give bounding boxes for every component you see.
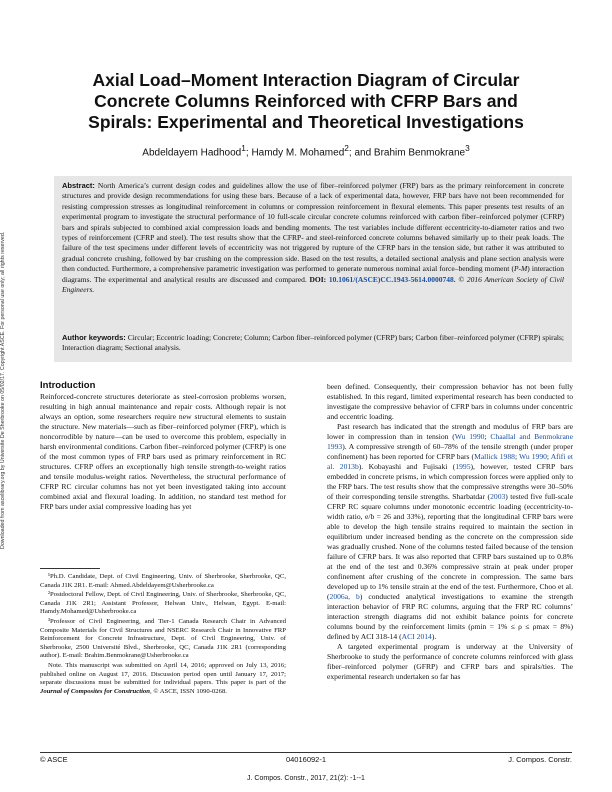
paper-title <box>40 70 572 133</box>
doi-label: DOI: <box>309 274 329 284</box>
section-heading-introduction: Introduction <box>40 380 96 391</box>
paragraph-text: ). <box>431 632 437 641</box>
keywords-label: Author keywords: <box>62 333 126 342</box>
submission-note-text: Note. This manuscript was submitted on April 14, 2016; approved on July 13, 2016; published online on August 17, 2016. Discussion period open until January 17, 2017; separate discussions must be submitted for individual papers. This paper is part of the <box>40 661 286 687</box>
author-name: ; and Brahim Benmokrane <box>348 147 466 159</box>
download-notice: Downloaded from ascelibrary.org by Universite De Sherbrooke on 05/02/17. Copyright ASCE. For personal use only; all rights reserved. <box>0 231 6 549</box>
footer-journal: J. Compos. Constr. <box>508 755 572 764</box>
footnote: ²Postdoctoral Fellow, Dept. of Civil Engineering, Univ. of Sherbrooke, Sherbrooke, QC, Canada J1K 2R1; Assistant Professor, Helwan Univ., Helwan, Egypt. E-mail: Hamdy.Mohamed@Usherbrooke.ca <box>40 591 286 616</box>
journal-name: Journal of Composites for Construction <box>40 687 150 695</box>
citation-link[interactable]: 2006a, b <box>329 592 360 601</box>
paragraph-text: ). Kobayashi and Fujisaki ( <box>358 462 456 471</box>
intro-paragraph <box>327 422 573 642</box>
left-column <box>40 392 286 512</box>
citation-link[interactable]: Afifi et al. 2013b <box>327 452 573 471</box>
abstract-text-end: ) interaction diagrams. The experimental and analytical results are discussed and compared. <box>62 264 565 284</box>
author-keywords <box>62 333 564 354</box>
affiliation-mark: 2 <box>344 143 349 153</box>
intro-paragraph: Reinforced-concrete structures deteriorate as steel-corrosion problems worsen, resulting in high annual maintenance and repair costs. Although repair is not always an option, some researchers require new structural elements to sustain the structure. New materials—such as fiber–reinforced polymer (FRP), which is noncorrodible by nature—can be used to overcome this problem, especially in harsh environmental conditions. Carbon fiber–reinforced polymer (CFRP) is one of the most common types of FRP bars used as primary reinforcement in RC structures. CFRP offers an exceptionally high tensile strength-to-weight ratios and tensile modulus-weight ratios. Nevertheless, the structural performance of CFRP RC circular columns has not yet been investigated taking into account combined axial and flexural loading. In addition, no standard test method for FRP bars under axial compressive loading has yet <box>40 392 286 511</box>
paragraph-text: ; <box>484 432 491 441</box>
doi-link[interactable]: 10.1061/(ASCE)CC.1943-5614.0000748. <box>328 274 456 284</box>
author-name: ; Hamdy M. Mohamed <box>245 147 345 159</box>
paragraph-text: ) tested five full-scale CFRP RC square columns under monotonic eccentric loading (eccentricity-to-width ratio, e/b = 26 and 33%), reporting that the longitudinal CFRP bars were able to develop the high tensile strains required to maintain the section in equilibrium under increased bending as the concrete on the compression side was gradually crushed. None of the columns tested failed because of the tension failure of CFRP bars. It was also reported that CFRP bars sustained up to 0.8% at the end of the test and 0.36% compressive strain at peak under proper confinement after crushing of the concrete in compression. The same bars developed up to 1% tensile strain at the end of the test. Furthermore, Choo et al. ( <box>327 492 573 601</box>
keywords-text: Circular; Eccentric loading; Concrete; Column; Carbon fiber–reinforced polymer (CFRP) bars; Carbon fiber–reinforced polymer (CFRP) spirals; Interaction diagram; Sectional analysis. <box>62 333 564 353</box>
citation-link[interactable]: 2003 <box>490 492 506 501</box>
abstract <box>62 181 564 295</box>
copyright-notice: © 2016 American Society of Civil Engineers. <box>62 274 564 295</box>
paragraph-text: ; <box>514 452 519 461</box>
footnote-divider <box>40 568 100 569</box>
paragraph-text: ), however, tested CFRP bars embedded in concrete prisms, in which compression forces were applied only to the FRP bars. The test results show that the compressive strengths were 30–50% of their corresponding tensile strengths. Sharbatdar ( <box>327 462 574 501</box>
journal-citation: J. Compos. Constr., 2017, 21(2): -1--1 <box>247 775 365 782</box>
footnotes <box>40 573 286 697</box>
footer-publisher: © ASCE <box>40 755 68 764</box>
submission-note <box>40 662 286 696</box>
page-id: 04016092-1 <box>285 755 327 764</box>
title-line: Concrete Columns Reinforced with CFRP Bars and <box>94 91 518 111</box>
citation-link[interactable]: Mallick 1988 <box>474 452 515 461</box>
citation-link[interactable]: ACI 2014 <box>401 632 432 641</box>
affiliation-mark: 1 <box>241 143 246 153</box>
citation-link[interactable]: Wu 1990 <box>454 432 485 441</box>
paragraph-text: ; <box>546 452 551 461</box>
footnote: ¹Ph.D. Candidate, Dept. of Civil Engineering, Univ. of Sherbrooke, Sherbrooke, QC, Canada J1K 2R1. E-mail: Ahmed.Abdeldayem@Usherbrooke.ca <box>40 573 286 589</box>
paragraph-text: ) conducted analytical investigations to examine the strength interaction behavior of FRP RC columns, arguing that the FRP RC columns’ interaction strength diagrams did not exhibit balance points for concrete columns bound by the reinforcement limits (ρmin = 1% ≤ ρ ≤ ρmax = 8%) defined by ACI 318-14 ( <box>327 592 574 641</box>
paragraph-text: Past research has indicated that the strength and modulus of FRP bars are lower in compression than in tension ( <box>327 422 573 441</box>
intro-paragraph: been defined. Consequently, their compression behavior has not been fully established. In this regard, limited experimental research has been conducted to investigate the compressive behavior of CFRP bars in columns under concentric and eccentric loading. <box>327 382 573 421</box>
paragraph-text: ). A compressive strength of 60–78% of the tensile strength (under proper confinement) has been reported for CFRP bars ( <box>327 442 573 461</box>
abstract-label: Abstract: <box>62 181 95 190</box>
title-line: Axial Load–Moment Interaction Diagram of Circular <box>92 70 520 90</box>
right-column <box>327 382 573 682</box>
footer-divider <box>40 752 572 753</box>
citation-link[interactable]: 1995 <box>455 462 471 471</box>
intro-paragraph: A targeted experimental program is underway at the University of Sherbrooke to study the performance of concrete columns reinforced with glass fiber–reinforced polymer (GFRP) and CFRP bars and spirals/ties. The experimental research undertaken so far has <box>327 642 573 681</box>
author-list <box>40 143 572 158</box>
citation-link[interactable]: Wu 1990 <box>519 452 547 461</box>
submission-note-end: , © ASCE, ISSN 1090-0268. <box>150 687 227 695</box>
footnote: ³Professor of Civil Engineering, and Tier-1 Canada Research Chair in Advanced Composite Materials for Civil Structures and NSERC Research Chair in Innovative FRP Reinforcement for Concrete Infrastructure, Dept. of Civil Engineering, Univ. of Sherbrooke, 2500 Université Blvd., Sherbrooke, QC, Canada J1K 2R1 (corresponding author). E-mail: Brahim.Benmokrane@Usherbrooke.ca <box>40 617 286 660</box>
abstract-pm: P-M <box>513 264 528 274</box>
title-line: Spirals: Experimental and Theoretical Investigations <box>88 112 524 132</box>
abstract-text: North America’s current design codes and guidelines allow the use of fiber–reinforced polymer (FRP) bars as the primary reinforcement in concrete structures and provide design recommendations for using these bars. Because of a lack of experimental data, however, FRP bars have not been recommended for resisting compression stresses as longitudinal reinforcement in columns or compression reinforcement in flexural elements. This paper presents test results of an experimental program to investigate the structural performance of 10 full-scale circular concrete columns reinforced with carbon fiber–reinforced polymer (CFRP) bars and spirals subjected to combined axial compression loads and bending moments. The test variables include different eccentricity-to-diameter ratios and two types of reinforcement (CFRP and steel). The test results show that the CFRP- and steel-reinforced concrete columns behaved similarly up to their peak loads. The failure of the test specimens under different levels of eccentricity was not triggered by rupture of the CFRP bars in the tension side, but rather it was attributed to gradual concrete crushing, followed by bar crushing on the compression side. Based on the test results, a detailed sectional analysis and plane section analysis were then conducted. Furthermore, a comprehensive parametric investigation was performed to generate numerous nominal axial force–bending moment ( <box>62 181 564 274</box>
affiliation-mark: 3 <box>465 143 470 153</box>
citation-link[interactable]: Chaallal and Benmokrane 1993 <box>327 432 573 451</box>
author-name: Abdeldayem Hadhood <box>142 147 242 159</box>
